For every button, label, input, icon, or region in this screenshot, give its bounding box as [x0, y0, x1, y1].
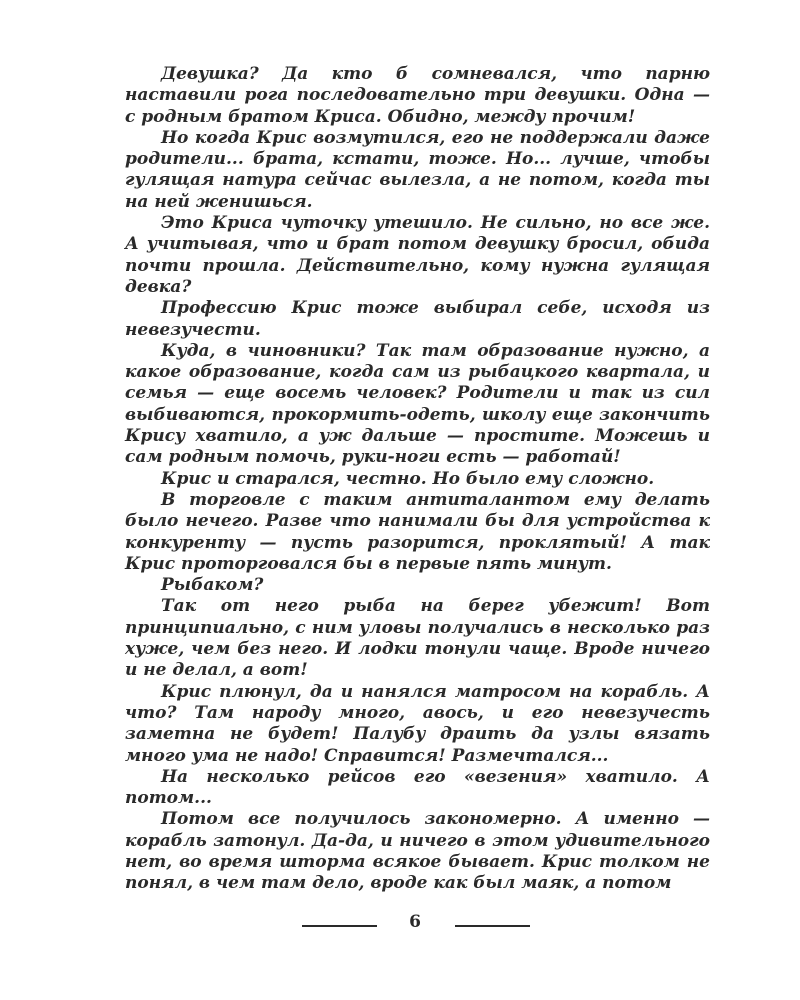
footer-rule-left	[302, 925, 377, 927]
page-footer	[0, 908, 800, 938]
paragraph: Профессию Крис тоже выбирал себе, исходя из невезучести.	[125, 298, 710, 340]
paragraph: Это Криса чуточку утешило. Не сильно, но все же. А учитывая, что и брат потом девушку бросил, обида почти прошла. Действительно, кому нужна гулящая девка?	[125, 213, 710, 297]
footer-rule-right	[455, 925, 530, 927]
paragraph: Рыбаком?	[161, 575, 264, 596]
body-text	[125, 64, 710, 895]
page-number: 6	[409, 912, 421, 932]
paragraph: Крис плюнул, да и нанялся матросом на корабль. А что? Там народу много, авось, и его невезучесть заметна не будет! Палубу драить да узлы вязать много ума не надо! Справится! Размечтался...	[125, 681, 710, 766]
paragraph: Так от него рыба на берег убежит! Вот принципиально, с ним уловы получались в несколько раз хуже, чем без него. И лодки тонули чаще. Вроде ничего и не делал, а вот!	[125, 596, 710, 681]
paragraph: Куда, в чиновники? Так там образование нужно, а какое образование, когда сам из рыбацкого квартала, и семья — еще восемь человек? Родители и так из сил выбиваются, прокормить-одеть, школу еще закончить Крису хватило, а уж дальше — простите. Можешь и сам родным помочь, руки-ноги есть — работай!	[125, 340, 710, 468]
paragraph: В торговле с таким антиталантом ему делать было нечего. Разве что нанимали бы для устройства к конкуренту — пусть разорится, проклятый! А так Крис проторговался бы в первые пять минут.	[125, 489, 710, 574]
paragraph: Девушка? Да кто б сомневался, что парню наставили рога последовательно три девушки. Одна — с родным братом Криса. Обидно, между прочим!	[125, 64, 710, 127]
paragraph: Потом все получилось закономерно. А именно — корабль затонул. Да-да, и ничего в этом удивительного нет, во время шторма всякое бывает. Крис толком не понял, в чем там дело, вроде как был маяк, а потом	[125, 809, 710, 894]
paragraph: Но когда Крис возмутился, его не поддержали даже родители... брата, кстати, тоже. Но... лучше, чтобы гулящая натура сейчас вылезла, а не потом, когда ты на ней женишься.	[125, 127, 710, 212]
paragraph: Крис и старался, честно. Но было ему сложно.	[161, 468, 655, 489]
paragraph: На несколько рейсов его «везения» хватило. А потом...	[125, 766, 710, 809]
